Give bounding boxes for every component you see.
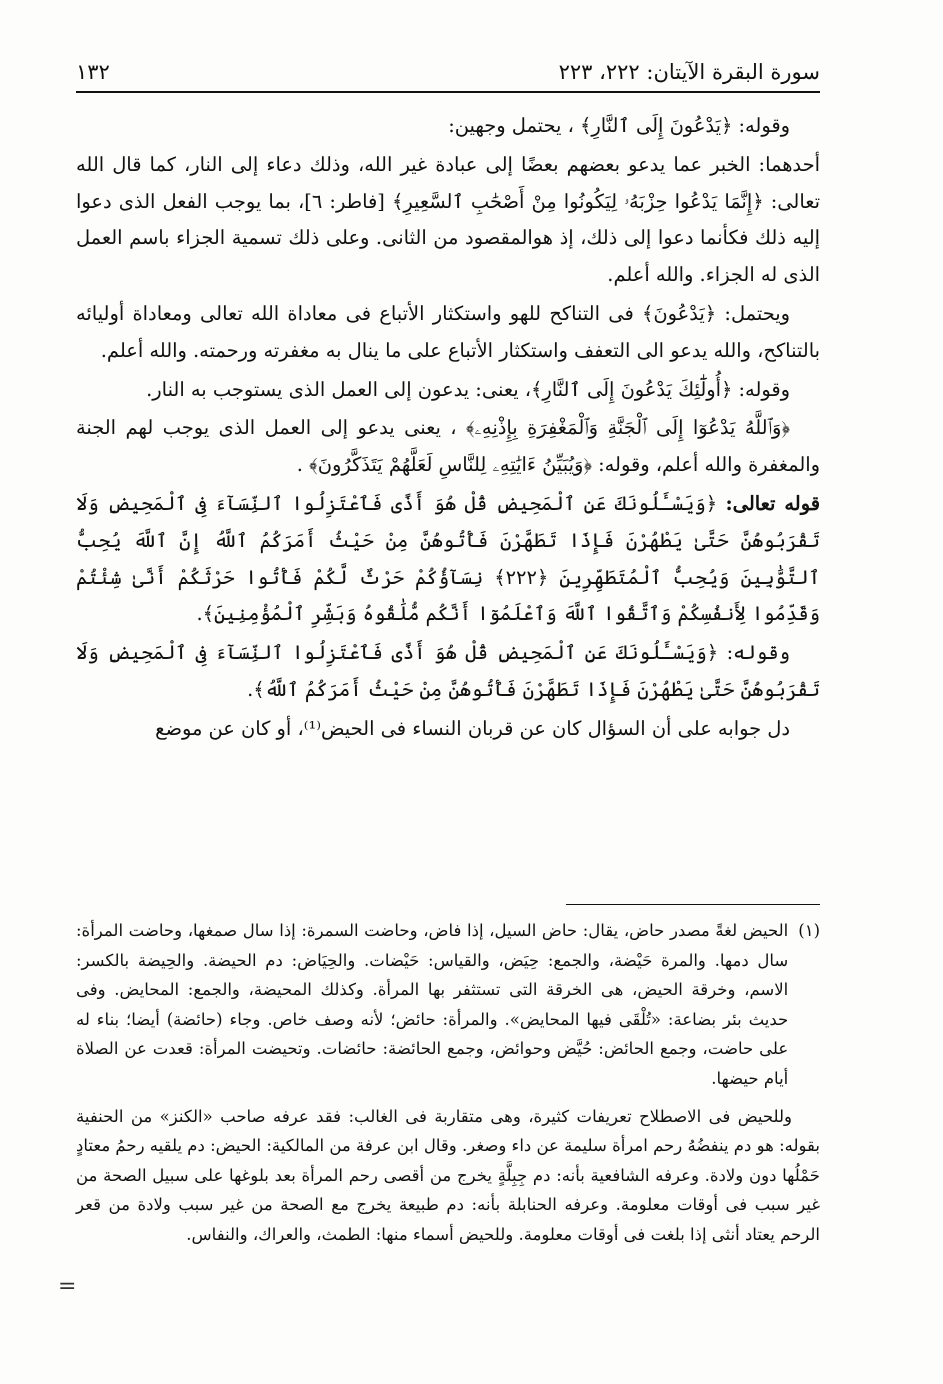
- page-header: [76, 46, 820, 84]
- header-rule: [76, 91, 820, 93]
- paragraph-1: وقوله: ﴿يَدْعُونَ إِلَى ٱلنَّارِ﴾ ، يحتمل وجهين:: [448, 114, 790, 137]
- running-title: سورة البقرة الآيتان: ٢٢٢، ٢٢٣: [558, 60, 820, 84]
- footnote-paragraph-2: وللحيض فى الاصطلاح تعريفات كثيرة، وهى متقاربة فى الغالب: فقد عرفه صاحب «الكنز» من الحنفية بقوله: هو دم ينفضُهُ رحم امرأة سليمة عن داء وصغر. وقال ابن عرفة من المالكية: الحيض: دم يلقيه رحمُ معتادٍ حَمْلُها دون ولادة. وعرفه الشافعية بأنه: دم جِبِلَّةٍ يخرج من أقصى رحم المرأة بعد بلوغها على سبيل الصحة من غير سبب فى أوقات معلومة. وعرفه الحنابلة بأنه: دم طبيعة يخرج مع الصحة من غير سبب ولادة من قعر الرحم يعتاد أنثى إذا بلغت فى أوقات معلومة. وللحيض أسماء منها: الطمث، والعراك، والنفاس.: [76, 1106, 820, 1244]
- footnote-1: [76, 916, 820, 1094]
- paragraph-8: دل جوابه على أن السؤال كان عن قربان النساء فى الحيض⁽¹⁾، أو كان عن موضع: [155, 716, 790, 740]
- verse-heading: قوله تعالى:: [725, 491, 820, 515]
- footnotes: [76, 916, 820, 1250]
- footnote-paragraph-1: الحيض لغةً مصدر حاض، يقال: حاض السيل، إذا فاض، وحاضت السمرة: إذا سال صمغها، وحاضت المرأة: سال دمها. والمرة حَيْضة، والجمع: حِيَض، والقياس: حَيْضات. والحِيَاض: دم الحيضة. والحِيضة بالكسر: الاسم، وخرقة الحيض، هى الخرقة التى تستثفر بها المرأة. وكذلك المحيضة، والجمع: المحايض. وفى حديث بئر بضاعة: «تُلْقَى فيها المحايض». والمرأة: حائض؛ لأنه وصف خاص. وجاء (حائضة) أيضا؛ بناء له على حاضت، وجمع الحائض: حُيَّض وحوائض، وجمع الحائضة: حائضات. وتحيضت المرأة: قعدت عن الصلاة أيام حيضها.: [76, 921, 789, 1088]
- paragraph-5: ﴿وَٱللَّهُ يَدْعُوٓا إِلَى ٱلْجَنَّةِ وَٱلْمَغْفِرَةِ بِإِذْنِهِۦ﴾ ، يعنى يدعو إلى العمل الذى يوجب لهم الجنة والمغفرة والله أعلم، وقوله: ﴿وَيُبَيِّنُ ءَايَٰتِهِۦ لِلنَّاسِ لَعَلَّهُمْ يَتَذَكَّرُونَ﴾ .: [76, 416, 820, 477]
- paragraph-7: وقوله: ﴿وَيَسْـَٔلُونَكَ عَنِ ٱلْمَحِيضِ قُلْ هُوَ أَذًى فَٱعْتَزِلُوا ٱلنِّسَآءَ فِى ٱلْمَحِيضِ وَلَا تَقْرَبُوهُنَّ حَتَّىٰ يَطْهُرْنَ فَإِذَا تَطَهَّرْنَ فَأْتُوهُنَّ مِنْ حَيْثُ أَمَرَكُمُ ٱللَّهُ﴾.: [76, 641, 820, 701]
- verse-text: ﴿وَيَسْـَٔلُونَكَ عَنِ ٱلْمَحِيضِ قُلْ هُوَ أَذًى فَٱعْتَزِلُوا ٱلنِّسَآءَ فِى ٱلْمَحِيضِ وَلَا تَقْرَبُوهُنَّ حَتَّىٰ يَطْهُرْنَ فَإِذَا تَطَهَّرْنَ فَأْتُوهُنَّ مِنْ حَيْثُ أَمَرَكُمُ ٱللَّهُ إِنَّ ٱللَّهَ يُحِبُّ ٱلتَّوَّٰبِينَ وَيُحِبُّ ٱلْمُتَطَهِّرِينَ ﴿٢٢٢﴾ نِسَآؤُكُمْ حَرْثٌ لَّكُمْ فَأْتُوا حَرْثَكُمْ أَنَّىٰ شِئْتُمْ وَقَدِّمُوا لِأَنفُسِكُمْ وَٱتَّقُوا ٱللَّهَ وَٱعْلَمُوٓا أَنَّكُم مُّلَٰقُوهُ وَبَشِّرِ ٱلْمُؤْمِنِينَ﴾.: [76, 491, 821, 626]
- page-number: ١٣٢: [76, 60, 110, 84]
- footnote-rule: [566, 904, 820, 905]
- main-text: [76, 108, 820, 750]
- paragraph-2: أحدهما: الخبر عما يدعو بعضهم بعضًا إلى عبادة غير الله، وذلك دعاء إلى النار، كما قال الله تعالى: ﴿إِنَّمَا يَدْعُوا حِزْبَهُۥ لِيَكُونُوا مِنْ أَصْحَٰبِ ٱلسَّعِيرِ﴾ [فاطر: ٦]، بما يوجب الفعل الذى دعوا إليه ذلك فكأنما دعوا إلى ذلك، إذ هوالمقصود من الثانى. وعلى ذلك تسمية الجزاء باسم العمل الذى له الجزاء. والله أعلم.: [76, 152, 820, 287]
- paragraph-6: [76, 486, 820, 633]
- paragraph-4: وقوله: ﴿أُولَٰٓئِكَ يَدْعُونَ إِلَى ٱلنَّارِ﴾، يعنى: يدعون إلى العمل الذى يستوجب به النار.: [146, 377, 790, 401]
- paragraph-3: ويحتمل: ﴿يَدْعُونَ﴾ فى التناكح للهو واستكثار الأتباع فى معاداة الله تعالى ومعاداة أوليائه بالتناكح، والله يدعو الى التعفف واستكثار الأتباع على ما ينال به مغفرته ورحمته. والله أعلم.: [76, 301, 820, 362]
- footnote-number: (١): [798, 921, 820, 940]
- margin-mark: =: [58, 1274, 77, 1299]
